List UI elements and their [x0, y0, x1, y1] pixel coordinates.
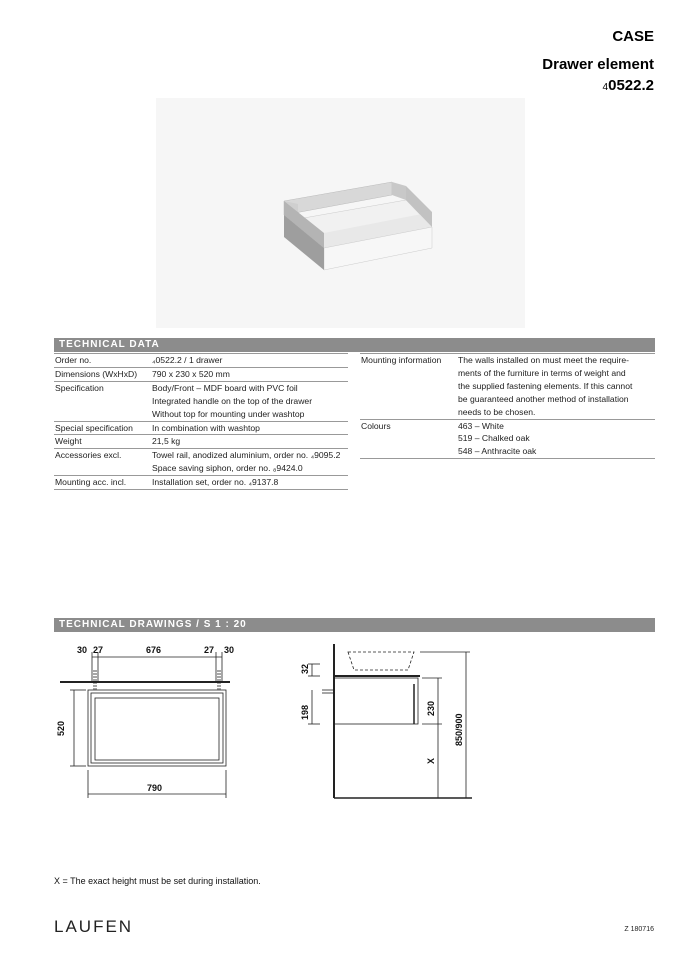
spec-row: [360, 432, 655, 445]
spec-row: [54, 367, 348, 381]
product-photo: [156, 98, 525, 328]
specs-left: [54, 353, 348, 490]
dim-198: 198: [300, 704, 310, 720]
spec-value: ₄0522.2 / 1 drawer: [151, 354, 348, 368]
spec-row: [360, 419, 655, 432]
spec-row: [54, 476, 348, 490]
spec-label: [54, 395, 151, 408]
spec-row: [360, 393, 655, 406]
dim-850-900: 850/900: [454, 713, 464, 746]
article-prefix: 4: [602, 82, 609, 93]
brand-logo: LAUFEN: [54, 917, 134, 936]
dim-32: 32: [300, 663, 310, 674]
spec-value: 463 – White: [458, 420, 504, 431]
spec-value: 548 – Anthracite oak: [457, 445, 655, 458]
spec-row: [360, 354, 655, 367]
spec-value: 519 – Chalked oak: [458, 433, 530, 444]
spec-label: Mounting acc. incl.: [54, 476, 151, 490]
specs-left-table: [54, 353, 348, 490]
spec-row: [54, 421, 348, 435]
dim-30-right: 30: [224, 645, 235, 655]
spec-row: [360, 406, 655, 419]
dim-790: 790: [147, 783, 163, 793]
dim-x: X: [426, 757, 436, 764]
document-code: Z 180716: [624, 926, 654, 933]
spec-value: Body/Front – MDF board with PVC foil: [152, 382, 298, 393]
spec-value: In combination with washtop: [151, 421, 348, 435]
spec-value: 790 x 230 x 520 mm: [151, 367, 348, 381]
spec-value: The walls installed on must meet the require-: [457, 354, 655, 367]
spec-label: [360, 445, 457, 458]
spec-label: [360, 393, 457, 406]
specs-right-table: [360, 353, 655, 459]
dim-27-left: 27: [93, 645, 104, 655]
spec-label: Specification: [55, 382, 104, 393]
drawer-illustration: [156, 98, 525, 328]
spec-label: [360, 380, 457, 393]
spec-value: Towel rail, anodized aluminium, order no. ₄9095.2: [152, 450, 341, 461]
dim-230: 230: [426, 700, 436, 716]
spec-row: [360, 380, 655, 393]
spec-label: [360, 406, 457, 419]
article-number: [603, 77, 654, 94]
spec-label: Dimensions (WxHxD): [54, 367, 151, 381]
spec-value: ments of the furniture in terms of weight and: [458, 367, 626, 378]
dim-30-left: 30: [77, 645, 88, 655]
spec-value: Without top for mounting under washtop: [151, 408, 348, 421]
article-number-main: 0522.2: [608, 77, 654, 94]
spec-value: Integrated handle on the top of the drawer: [152, 395, 313, 406]
spec-row: [54, 395, 348, 408]
spec-label: Mounting information: [360, 354, 457, 367]
spec-row: [54, 449, 348, 462]
spec-value: needs to be chosen.: [457, 406, 655, 419]
front-view-drawing: [52, 640, 252, 800]
spec-label: Accessories excl.: [55, 450, 122, 461]
spec-value: be guaranteed another method of installation: [458, 393, 629, 404]
spec-label: Special specification: [54, 421, 151, 435]
spec-value: Space saving siphon, order no. ₈9424.0: [151, 462, 348, 475]
dim-676: 676: [146, 645, 162, 655]
spec-label: [360, 367, 457, 380]
side-view-drawing: [290, 640, 480, 805]
spec-row: [54, 408, 348, 421]
spec-label: [360, 432, 457, 445]
spec-label: Order no.: [54, 354, 151, 368]
spec-value: 21,5 kg: [151, 435, 348, 449]
dim-27-right: 27: [204, 645, 215, 655]
specs-right: [360, 353, 655, 459]
spec-row: [54, 435, 348, 449]
spec-row: [360, 367, 655, 380]
spec-row: [360, 445, 655, 458]
footnote: X = The exact height must be set during installation.: [54, 876, 261, 886]
series-title: CASE: [612, 28, 654, 45]
spec-value: Installation set, order no. ₄9137.8: [151, 476, 348, 490]
spec-label: Weight: [54, 435, 151, 449]
spec-row: [54, 462, 348, 475]
spec-label: [54, 408, 151, 421]
technical-drawings-header: TECHNICAL DRAWINGS / S 1 : 20: [54, 618, 655, 632]
spec-value: the supplied fastening elements. If this cannot: [458, 380, 633, 391]
spec-row: [54, 381, 348, 394]
spec-label: Colours: [361, 420, 391, 431]
spec-label: [54, 462, 151, 475]
spec-row: [54, 354, 348, 368]
technical-data-header: TECHNICAL DATA: [54, 338, 655, 352]
dim-520: 520: [56, 720, 66, 736]
product-title: Drawer element: [542, 56, 654, 73]
